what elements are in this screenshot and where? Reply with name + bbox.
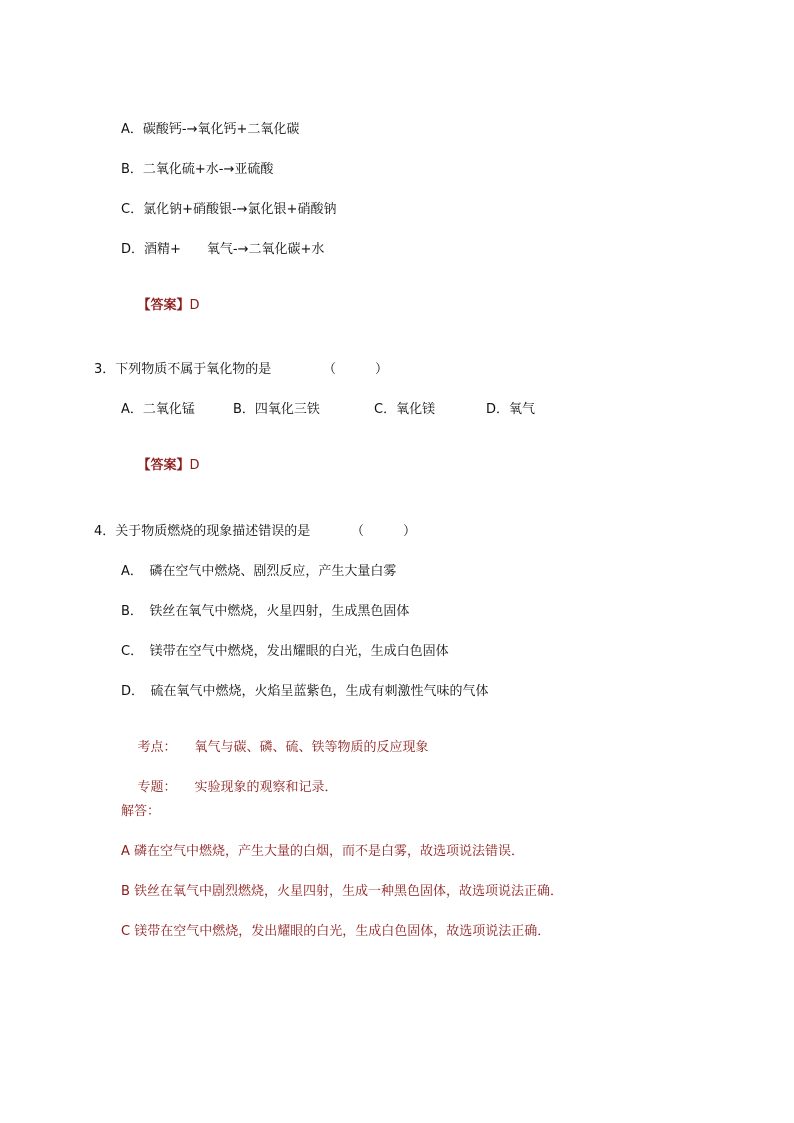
q4-paren: （ ）: [351, 524, 417, 539]
q2-answer: [121, 282, 200, 330]
zhuanti-text: 实验现象的观察和记录．: [194, 780, 338, 795]
q4-option-b: B． 铁丝在氧气中燃烧，火星四射，生成黑色固体: [121, 604, 410, 619]
q3-answer: [121, 442, 200, 490]
q4-option-a: A． 磷在空气中燃烧、剧烈反应，产生大量白雾: [121, 564, 397, 579]
q4-explanation-c: C 镁带在空气中燃烧，发出耀眼的白光，生成白色固体，故选项说法正确．: [121, 924, 551, 939]
q2-option-c: C．氯化钠+硝酸银-→氯化银+硝酸钠: [121, 202, 337, 217]
q4-jieda-label: 解答：: [121, 804, 161, 819]
kaodian-text: 氧气与碳、磷、硫、铁等物质的反应现象: [194, 740, 429, 755]
q4-explanation-a: A 磷在空气中燃烧，产生大量的白烟，而不是白雾，故选项说法错误．: [121, 844, 525, 859]
q4-stem: 4．关于物质燃烧的现象描述错误的是: [94, 524, 311, 539]
zhuanti-label: 专题：: [137, 780, 177, 795]
q2-option-b: B．二氧化硫+水-→亚硫酸: [121, 162, 274, 177]
answer-label: 【答案】: [137, 458, 190, 473]
q4-option-d: D． 硫在氧气中燃烧，火焰呈蓝紫色，生成有刺激性气味的气体: [121, 684, 489, 699]
q3-stem: 3．下列物质不属于氧化物的是: [94, 362, 272, 377]
answer-value: D: [189, 298, 200, 313]
kaodian-label: 考点：: [137, 740, 177, 755]
q2-option-d: D．酒精+ 氧气-→二氧化碳+水: [121, 242, 325, 257]
answer-label: 【答案】: [137, 298, 190, 313]
q3-option-c: C．氧化镁: [374, 402, 436, 417]
q3-paren: （ ）: [323, 362, 389, 377]
q3-option-b: B．四氧化三铁: [233, 402, 320, 417]
q3-option-a: A．二氧化锰: [121, 402, 195, 417]
q3-option-d: D．氧气: [486, 402, 536, 417]
q4-explanation-b: B 铁丝在氧气中剧烈燃烧，火星四射，生成一种黑色固体，故选项说法正确．: [121, 884, 564, 899]
q4-option-c: C． 镁带在空气中燃烧，发出耀眼的白光，生成白色固体: [121, 644, 449, 659]
q2-option-a: A．碳酸钙-→氧化钙+二氧化碳: [121, 122, 300, 137]
answer-value: D: [189, 458, 200, 473]
